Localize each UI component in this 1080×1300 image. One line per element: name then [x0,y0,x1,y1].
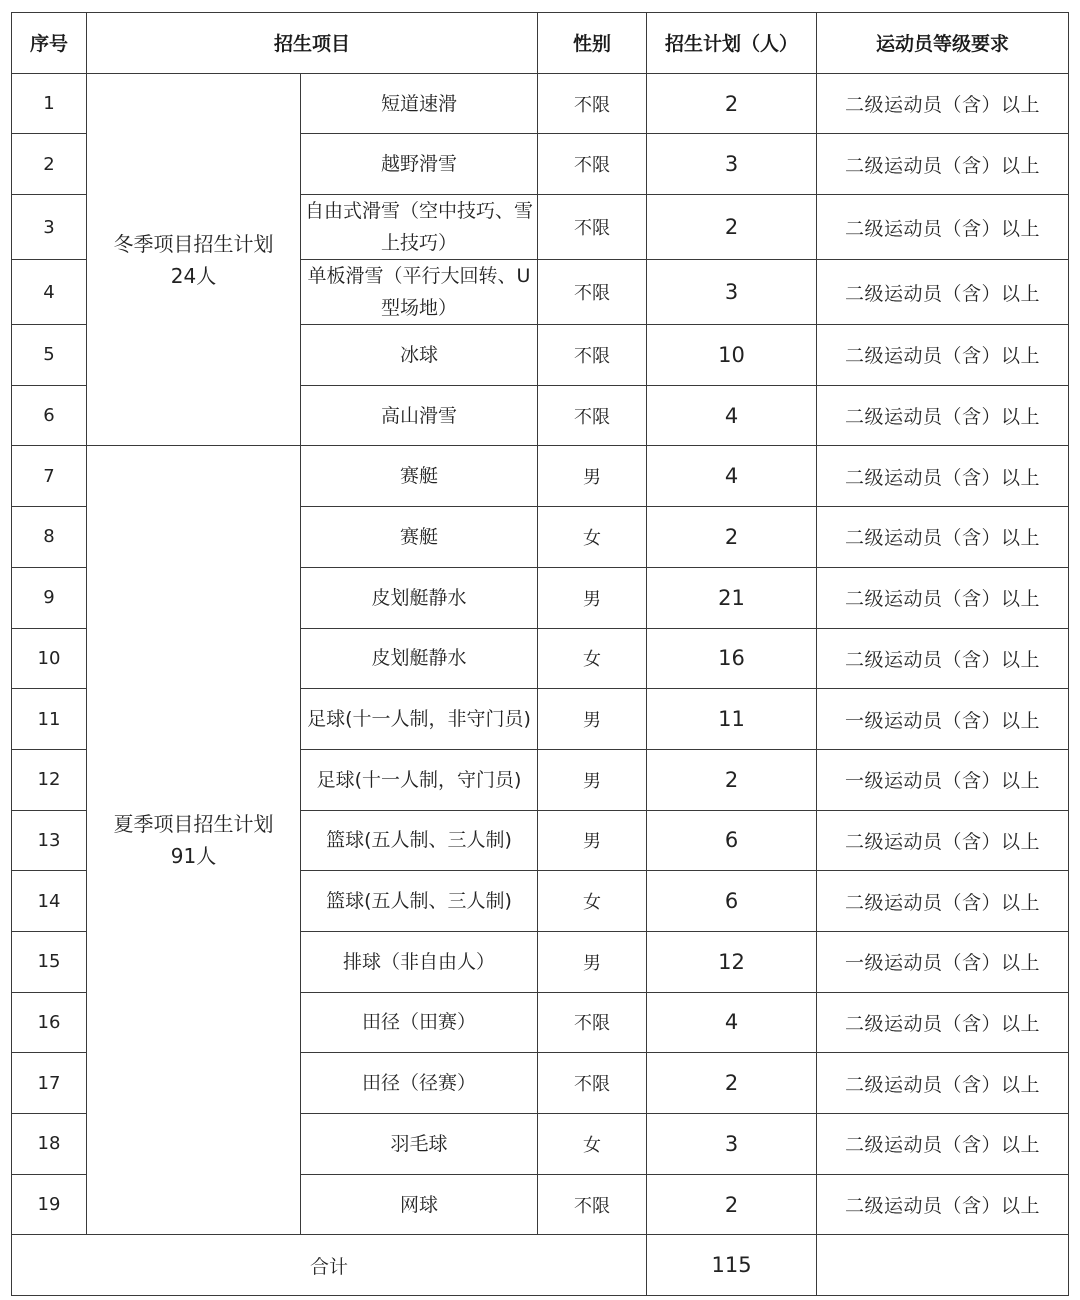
row-plan: 2 [647,1174,817,1235]
row-item: 皮划艇静水 [301,628,538,689]
row-gender: 男 [538,567,647,628]
row-level: 二级运动员（含）以上 [817,73,1069,134]
row-item: 自由式滑雪（空中技巧、雪上技巧） [301,195,538,260]
row-level: 二级运动员（含）以上 [817,810,1069,871]
row-item: 网球 [301,1174,538,1235]
row-gender: 不限 [538,260,647,325]
row-level: 二级运动员（含）以上 [817,385,1069,446]
row-gender: 不限 [538,195,647,260]
row-plan: 6 [647,871,817,932]
row-index: 12 [12,749,87,810]
row-gender: 男 [538,446,647,507]
group-count: 91人 [170,844,217,869]
row-item: 高山滑雪 [301,385,538,446]
row-item: 赛艇 [301,446,538,507]
row-plan: 3 [647,260,817,325]
row-plan: 12 [647,931,817,992]
header-project: 招生项目 [87,13,538,74]
row-level: 二级运动员（含）以上 [817,628,1069,689]
row-item: 赛艇 [301,507,538,568]
row-index: 6 [12,385,87,446]
row-item: 短道速滑 [301,73,538,134]
row-plan: 6 [647,810,817,871]
header-index: 序号 [12,13,87,74]
row-gender: 男 [538,749,647,810]
row-index: 11 [12,689,87,750]
row-plan: 2 [647,749,817,810]
group-label: 夏季项目招生计划 [113,812,274,837]
row-item: 篮球(五人制、三人制) [301,871,538,932]
total-row [12,1235,1069,1296]
group-count: 24人 [170,263,217,288]
row-plan: 4 [647,992,817,1053]
row-level: 二级运动员（含）以上 [817,1114,1069,1175]
total-level [817,1235,1069,1296]
row-index: 13 [12,810,87,871]
enrollment-sheet [11,12,1069,1296]
row-item: 田径（径赛） [301,1053,538,1114]
row-level: 一级运动员（含）以上 [817,931,1069,992]
row-plan: 4 [647,385,817,446]
row-index: 19 [12,1174,87,1235]
row-gender: 男 [538,810,647,871]
row-gender: 不限 [538,1174,647,1235]
row-index: 8 [12,507,87,568]
row-item: 足球(十一人制，守门员) [301,749,538,810]
row-level: 二级运动员（含）以上 [817,1174,1069,1235]
row-index: 1 [12,73,87,134]
table-body [12,73,1069,1235]
row-plan: 4 [647,446,817,507]
table-row [12,446,1069,507]
row-plan: 11 [647,689,817,750]
row-plan: 2 [647,507,817,568]
row-plan: 2 [647,73,817,134]
row-gender: 不限 [538,1053,647,1114]
row-index: 17 [12,1053,87,1114]
row-index: 16 [12,992,87,1053]
row-item: 足球(十一人制，非守门员) [301,689,538,750]
row-item: 篮球(五人制、三人制) [301,810,538,871]
row-level: 二级运动员（含）以上 [817,325,1069,386]
row-index: 15 [12,931,87,992]
row-plan: 3 [647,1114,817,1175]
row-index: 18 [12,1114,87,1175]
row-index: 5 [12,325,87,386]
row-item: 越野滑雪 [301,134,538,195]
row-plan: 2 [647,1053,817,1114]
row-item: 田径（田赛） [301,992,538,1053]
group-label-cell [87,446,301,1235]
row-level: 一级运动员（含）以上 [817,689,1069,750]
row-gender: 女 [538,507,647,568]
row-plan: 16 [647,628,817,689]
row-gender: 男 [538,931,647,992]
row-gender: 女 [538,628,647,689]
row-gender: 女 [538,871,647,932]
row-level: 二级运动员（含）以上 [817,567,1069,628]
row-gender: 不限 [538,992,647,1053]
row-gender: 不限 [538,385,647,446]
row-item: 皮划艇静水 [301,567,538,628]
header-level: 运动员等级要求 [817,13,1069,74]
header-row [12,13,1069,74]
row-level: 二级运动员（含）以上 [817,195,1069,260]
row-plan: 3 [647,134,817,195]
row-index: 2 [12,134,87,195]
row-plan: 10 [647,325,817,386]
row-level: 二级运动员（含）以上 [817,446,1069,507]
row-index: 10 [12,628,87,689]
row-level: 二级运动员（含）以上 [817,134,1069,195]
row-gender: 不限 [538,325,647,386]
row-gender: 男 [538,689,647,750]
row-gender: 不限 [538,73,647,134]
row-index: 7 [12,446,87,507]
group-label-cell [87,73,301,446]
total-value: 115 [647,1235,817,1296]
row-level: 一级运动员（含）以上 [817,749,1069,810]
table-row [12,73,1069,134]
row-item: 羽毛球 [301,1114,538,1175]
row-level: 二级运动员（含）以上 [817,260,1069,325]
header-gender: 性别 [538,13,647,74]
row-level: 二级运动员（含）以上 [817,507,1069,568]
row-level: 二级运动员（含）以上 [817,992,1069,1053]
row-plan: 21 [647,567,817,628]
total-label: 合计 [12,1235,647,1296]
row-index: 14 [12,871,87,932]
row-item: 排球（非自由人） [301,931,538,992]
row-level: 二级运动员（含）以上 [817,871,1069,932]
row-gender: 女 [538,1114,647,1175]
enrollment-table [11,12,1069,1296]
header-plan: 招生计划（人） [647,13,817,74]
row-item: 冰球 [301,325,538,386]
row-plan: 2 [647,195,817,260]
row-index: 3 [12,195,87,260]
row-index: 4 [12,260,87,325]
row-gender: 不限 [538,134,647,195]
group-label: 冬季项目招生计划 [113,231,274,256]
row-item: 单板滑雪（平行大回转、U型场地） [301,260,538,325]
row-level: 二级运动员（含）以上 [817,1053,1069,1114]
row-index: 9 [12,567,87,628]
